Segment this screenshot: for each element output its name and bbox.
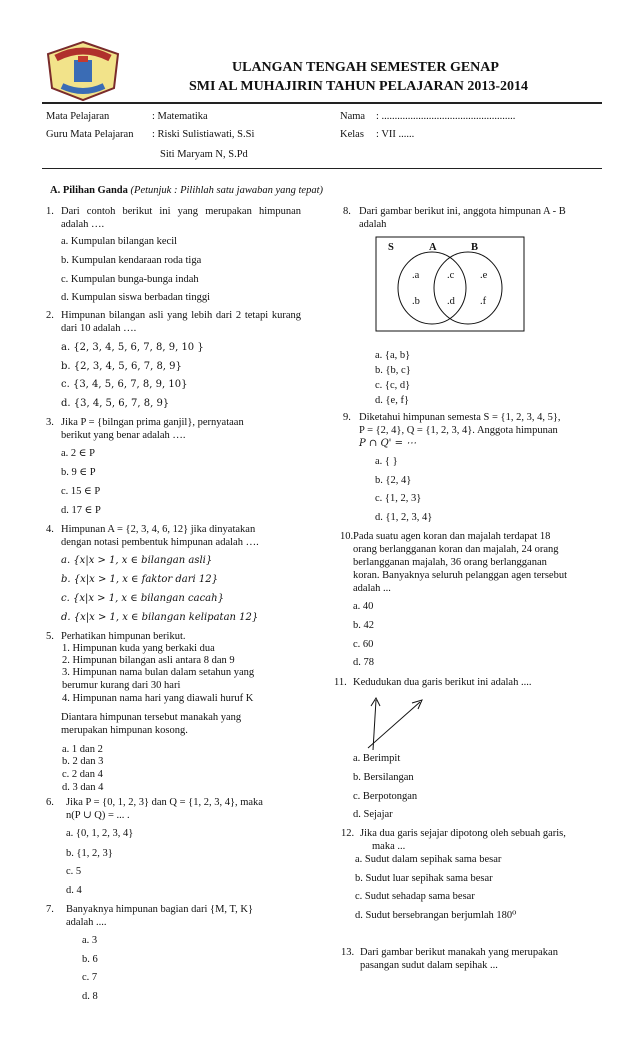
q7-text-line2: adalah ....: [66, 917, 107, 928]
q7-option-b[interactable]: b. 6: [82, 954, 98, 965]
exam-title: ULANGAN TENGAH SEMESTER GENAP: [232, 60, 499, 75]
q10-text-line2: orang berlangganan koran dan majalah, 24 orang: [353, 544, 559, 555]
q3-option-a[interactable]: a. 2 ∈ P: [61, 448, 96, 459]
q5-option-b[interactable]: b. 2 dan 3: [62, 756, 104, 767]
q9-option-b[interactable]: b. {2, 4}: [375, 475, 412, 486]
q1-option-d[interactable]: d. Kumpulan siswa berbadan tinggi: [61, 292, 211, 303]
q5-text: Perhatikan himpunan berikut.: [61, 631, 186, 642]
teacher-value-2: Siti Maryam N, S.Pd: [160, 149, 248, 160]
q8-option-c[interactable]: c. {c, d}: [375, 380, 411, 391]
q2-option-c[interactable]: c. {3, 4, 5, 6, 7, 8, 9, 10}: [61, 379, 188, 390]
section-heading: A. Pilihan Ganda: [50, 185, 128, 196]
q13-number: 13.: [341, 947, 355, 958]
name-label: Nama: [340, 111, 366, 122]
q12-option-a[interactable]: a. Sudut dalam sepihak sama besar: [355, 854, 502, 865]
venn-point-b: .b: [412, 296, 420, 307]
q2-text: Himpunan bilangan asli yang lebih dari 2 tetapi kurang dari 10 adalah ….: [61, 310, 301, 334]
q6-option-d[interactable]: d. 4: [66, 885, 82, 896]
venn-set-a-label: A: [429, 242, 437, 253]
q5-item-1: 1. Himpunan kuda yang berkaki dua: [62, 643, 215, 654]
q9-text-line3: P ∩ Q' = ⋯: [359, 438, 417, 449]
q5-number: 5.: [46, 631, 54, 642]
name-field: : ...................................................: [376, 111, 516, 122]
q13-text-line2: pasangan sudut dalam sepihak ...: [360, 960, 498, 971]
q12-text-line1: Jika dua garis sejajar dipotong oleh sebuah garis,: [360, 828, 566, 839]
q8-option-a[interactable]: a. {a, b}: [375, 350, 411, 361]
q7-option-c[interactable]: c. 7: [82, 972, 98, 983]
section-title: [50, 185, 323, 197]
q4-text-line1: Himpunan A = {2, 3, 4, 6, 12} jika dinyatakan: [61, 524, 256, 535]
q5-option-d[interactable]: d. 3 dan 4: [62, 782, 104, 793]
q3-option-b[interactable]: b. 9 ∈ P: [61, 467, 96, 478]
q5-item-3: 3. Himpunan nama bulan dalam setahun yang: [62, 667, 255, 678]
q10-text-line4: koran. Banyaknya seluruh pelanggan agen tersebut: [353, 570, 568, 581]
venn-set-b-label: B: [471, 242, 479, 253]
q4-option-b[interactable]: b. {x|x > 1, x ∈ faktor dari 12}: [61, 574, 218, 585]
crossing-lines-figure: [360, 694, 430, 754]
q10-number: 10.: [340, 531, 354, 542]
q10-text-line3: berlangganan majalah, 36 orang berlangganan: [353, 557, 547, 568]
q9-text-line2: P = {2, 4}, Q = {1, 2, 3, 4}. Anggota himpunan: [359, 425, 558, 436]
q6-number: 6.: [46, 797, 54, 808]
venn-diagram: [375, 236, 525, 332]
q3-text-line1: Jika P = {bilngan prima ganjil}, pernyataan: [61, 417, 244, 428]
q11-number: 11.: [334, 677, 347, 688]
q7-number: 7.: [46, 904, 54, 915]
q10-option-c[interactable]: c. 60: [353, 639, 374, 650]
q8-number: 8.: [343, 206, 351, 217]
venn-point-a: .a: [412, 270, 420, 281]
header-rule: [42, 102, 602, 104]
q11-option-c[interactable]: c. Berpotongan: [353, 791, 418, 802]
q9-text-line1: Diketahui himpunan semesta S = {1, 2, 3, 4, 5},: [359, 412, 561, 423]
subject-label: Mata Pelajaran: [46, 111, 110, 122]
q1-option-a[interactable]: a. Kumpulan bilangan kecil: [61, 236, 178, 247]
q3-option-d[interactable]: d. 17 ∈ P: [61, 505, 101, 516]
school-logo: [44, 40, 122, 102]
q3-text-line2: berikut yang benar adalah ….: [61, 430, 186, 441]
q5-item-4: 4. Himpunan nama hari yang diawali huruf K: [62, 693, 254, 704]
q11-text: Kedudukan dua garis berikut ini adalah ....: [353, 677, 532, 688]
q2-option-a[interactable]: a. {2, 3, 4, 5, 6, 7, 8, 9, 10 }: [61, 342, 204, 353]
school-title: SMI AL MUHAJIRIN TAHUN PELAJARAN 2013-2014: [189, 79, 529, 94]
q4-option-c[interactable]: c. {x|x > 1, x ∈ bilangan cacah}: [61, 593, 224, 604]
q3-option-c[interactable]: c. 15 ∈ P: [61, 486, 101, 497]
venn-point-e: .e: [480, 270, 488, 281]
q12-option-b[interactable]: b. Sudut luar sepihak sama besar: [355, 873, 493, 884]
q6-option-c[interactable]: c. 5: [66, 866, 82, 877]
q13-text-line1: Dari gambar berikut manakah yang merupakan: [360, 947, 558, 958]
q12-text-line2: maka ...: [372, 841, 406, 852]
q2-option-d[interactable]: d. {3, 4, 5, 6, 7, 8, 9}: [61, 398, 170, 409]
class-label: Kelas: [340, 129, 364, 140]
q1-text: Dari contoh berikut ini yang merupakan himpunan adalah ….: [61, 206, 301, 230]
venn-point-f: .f: [480, 296, 487, 307]
q10-text-line5: adalah ...: [353, 583, 391, 594]
q9-option-a[interactable]: a. { }: [375, 456, 398, 467]
venn-point-c: .c: [447, 270, 455, 281]
q9-number: 9.: [343, 412, 351, 423]
q4-number: 4.: [46, 524, 54, 535]
q6-option-b[interactable]: b. {1, 2, 3}: [66, 848, 113, 859]
q7-text-line1: Banyaknya himpunan bagian dari {M, T, K}: [66, 904, 253, 915]
subject-value: : Matematika: [152, 111, 208, 122]
q7-option-d[interactable]: d. 8: [82, 991, 98, 1002]
q10-option-a[interactable]: a. 40: [353, 601, 374, 612]
q6-text-line2: n(P ∪ Q) = ... .: [66, 810, 130, 821]
q2-number: 2.: [46, 310, 54, 321]
q10-option-d[interactable]: d. 78: [353, 657, 374, 668]
q5-after-line1: Diantara himpunan tersebut manakah yang: [61, 712, 242, 723]
q8-text-line2: adalah: [359, 219, 387, 230]
info-rule: [42, 168, 602, 169]
q12-option-c[interactable]: c. Sudut sehadap sama besar: [355, 891, 475, 902]
venn-point-d: .d: [447, 296, 455, 307]
q11-option-d[interactable]: d. Sejajar: [353, 809, 393, 820]
q10-text-line1: Pada suatu agen koran dan majalah terdapat 18: [353, 531, 551, 542]
venn-universe-label: S: [388, 242, 394, 253]
q4-option-d[interactable]: d. {x|x > 1, x ∈ bilangan kelipatan 12}: [61, 612, 259, 623]
q7-option-a[interactable]: a. 3: [82, 935, 98, 946]
class-field: : VII ......: [376, 129, 415, 140]
q1-option-c[interactable]: c. Kumpulan bunga-bunga indah: [61, 274, 199, 285]
q5-after-line2: merupakan himpunan kosong.: [61, 725, 188, 736]
q2-option-b[interactable]: b. {2, 3, 4, 5, 6, 7, 8, 9}: [61, 361, 182, 372]
q10-option-b[interactable]: b. 42: [353, 620, 374, 631]
q12-number: 12.: [341, 828, 355, 839]
q1-option-b[interactable]: b. Kumpulan kendaraan roda tiga: [61, 255, 202, 266]
q8-option-d[interactable]: d. {e, f}: [375, 395, 409, 406]
q11-option-b[interactable]: b. Bersilangan: [353, 772, 414, 783]
teacher-label: Guru Mata Pelajaran: [46, 129, 134, 140]
q8-option-b[interactable]: b. {b, c}: [375, 365, 411, 376]
q9-option-c[interactable]: c. {1, 2, 3}: [375, 493, 422, 504]
q5-option-a[interactable]: a. 1 dan 2: [62, 744, 103, 755]
q4-text-line2: dengan notasi pembentuk himpunan adalah ….: [61, 537, 259, 548]
q5-option-c[interactable]: c. 2 dan 4: [62, 769, 103, 780]
q5-item-3-cont: berumur kurang dari 30 hari: [62, 680, 181, 691]
q5-item-2: 2. Himpunan bilangan asli antara 8 dan 9: [62, 655, 235, 666]
q4-option-a[interactable]: a. {x|x > 1, x ∈ bilangan asli}: [61, 555, 213, 566]
section-instruction: (Petunjuk : Pilihlah satu jawaban yang tepat): [130, 185, 324, 196]
q6-option-a[interactable]: a. {0, 1, 2, 3, 4}: [66, 828, 134, 839]
q11-option-a[interactable]: a. Berimpit: [353, 753, 401, 764]
q1-number: 1.: [46, 206, 54, 217]
q6-text-line1: Jika P = {0, 1, 2, 3} dan Q = {1, 2, 3, 4}, maka: [66, 797, 263, 808]
q8-text-line1: Dari gambar berikut ini, anggota himpunan A - B: [359, 206, 566, 217]
q3-number: 3.: [46, 417, 54, 428]
teacher-value-1: : Riski Sulistiawati, S.Si: [152, 129, 255, 140]
q9-option-d[interactable]: d. {1, 2, 3, 4}: [375, 512, 433, 523]
q12-option-d[interactable]: d. Sudut bersebrangan berjumlah 180⁰: [355, 910, 517, 921]
